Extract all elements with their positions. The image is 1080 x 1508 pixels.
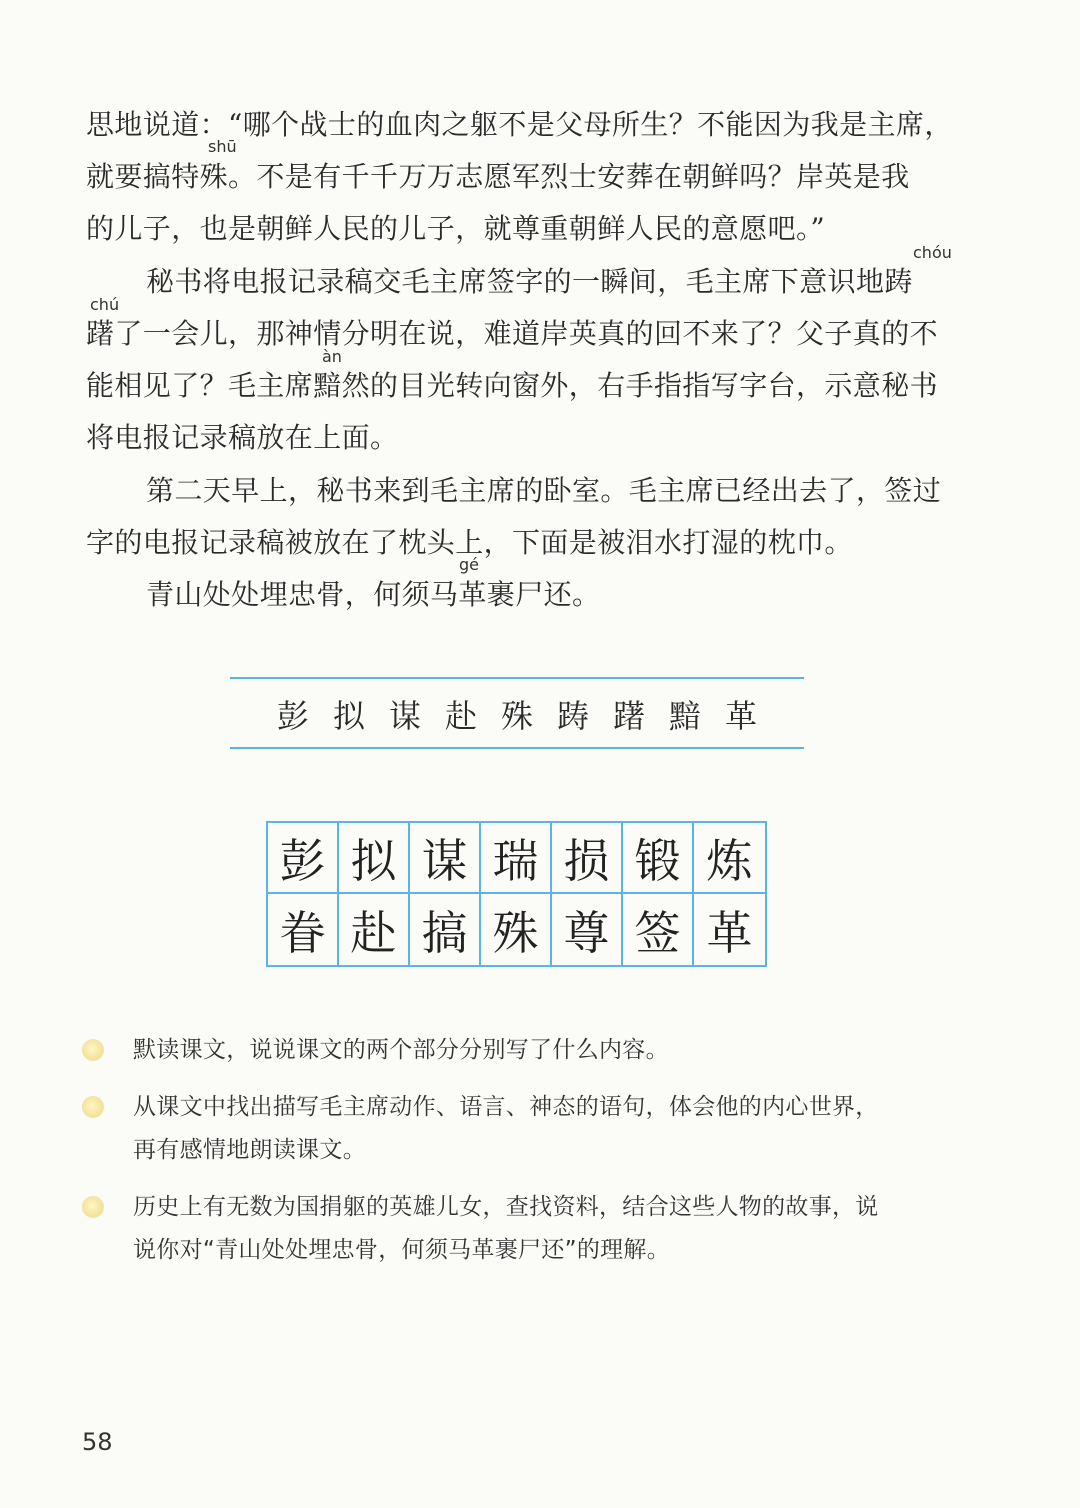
recognize-char: 拟 [332, 697, 365, 735]
passage-line: 字的电报记录稿被放在了枕头上，下面是被泪水打湿的枕巾。 [86, 526, 853, 559]
exercise-text: 再有感情地朗读课文。 [133, 1137, 366, 1163]
exercise-bullet-icon [83, 1040, 103, 1060]
write-char-cell: 炼 [694, 823, 765, 894]
band-top-rule [230, 677, 804, 679]
write-char-cell: 革 [706, 905, 753, 960]
write-char-cell: 眷 [268, 894, 339, 965]
pinyin-annotation: àn [322, 347, 342, 366]
exercise-bullet-icon [83, 1097, 103, 1117]
write-char-cell: 彭 [268, 823, 339, 894]
recognize-char: 殊 [500, 697, 533, 735]
write-char-cell: 损 [552, 823, 623, 894]
write-char-cell: 签 [623, 894, 694, 965]
recognize-char: 躇 [613, 697, 646, 735]
write-char-cell: 拟 [339, 823, 410, 894]
passage-line: 秘书将电报记录稿交毛主席签字的一瞬间，毛主席下意识地踌 [146, 265, 913, 298]
recognize-char: 黯 [669, 697, 702, 735]
write-char-cell: 谋 [410, 823, 481, 894]
recognize-char: 革 [725, 697, 758, 735]
passage-line: 能相见了？毛主席黯然的目光转向窗外，右手指指写字台，示意秘书 [86, 369, 939, 402]
exercise-text: 历史上有无数为国捐躯的英雄儿女，查找资料，结合这些人物的故事，说 [133, 1194, 879, 1220]
writing-char-grid [266, 821, 767, 967]
page-number: 58 [82, 1428, 113, 1456]
recognize-char: 谋 [388, 697, 421, 735]
write-char-cell: 瑞 [481, 823, 552, 894]
passage-line: 的儿子，也是朝鲜人民的儿子，就尊重朝鲜人民的意愿吧。” [86, 212, 826, 245]
pinyin-annotation: chóu [913, 243, 952, 262]
recognize-chars-row [230, 694, 804, 738]
write-char-cell: 尊 [552, 894, 623, 965]
exercise-text: 说你对“青山处处埋忠骨，何须马革裹尸还”的理解。 [133, 1237, 671, 1263]
recognize-char: 踌 [557, 697, 590, 735]
pinyin-annotation: gé [459, 555, 479, 574]
passage-line: 青山处处埋忠骨，何须马革裹尸还。 [146, 578, 601, 611]
passage-line: 将电报记录稿放在上面。 [86, 421, 399, 454]
write-char-cell: 赴 [339, 894, 410, 965]
write-char-cell: 锻 [623, 823, 694, 894]
pinyin-annotation: shū [208, 137, 237, 156]
passage-line: 第二天早上，秘书来到毛主席的卧室。毛主席已经出去了，签过 [146, 474, 942, 507]
recognize-char: 赴 [444, 697, 477, 735]
pinyin-annotation: chú [90, 295, 120, 314]
exercise-text: 从课文中找出描写毛主席动作、语言、神态的语句，体会他的内心世界， [133, 1094, 879, 1120]
recognize-char: 彭 [276, 697, 309, 735]
write-char-cell: 殊 [481, 894, 552, 965]
write-char-cell: 搞 [410, 894, 481, 965]
band-bottom-rule [230, 747, 804, 749]
exercise-bullet-icon [83, 1197, 103, 1217]
passage-line: 思地说道：“哪个战士的血肉之躯不是父母所生？不能因为我是主席， [86, 108, 953, 141]
passage-line: 就要搞特殊。不是有千千万万志愿军烈士安葬在朝鲜吗？岸英是我 [86, 160, 910, 193]
passage-line: 躇了一会儿，那神情分明在说，难道岸英真的回不来了？父子真的不 [86, 317, 939, 350]
exercise-text: 默读课文，说说课文的两个部分分别写了什么内容。 [133, 1037, 669, 1063]
